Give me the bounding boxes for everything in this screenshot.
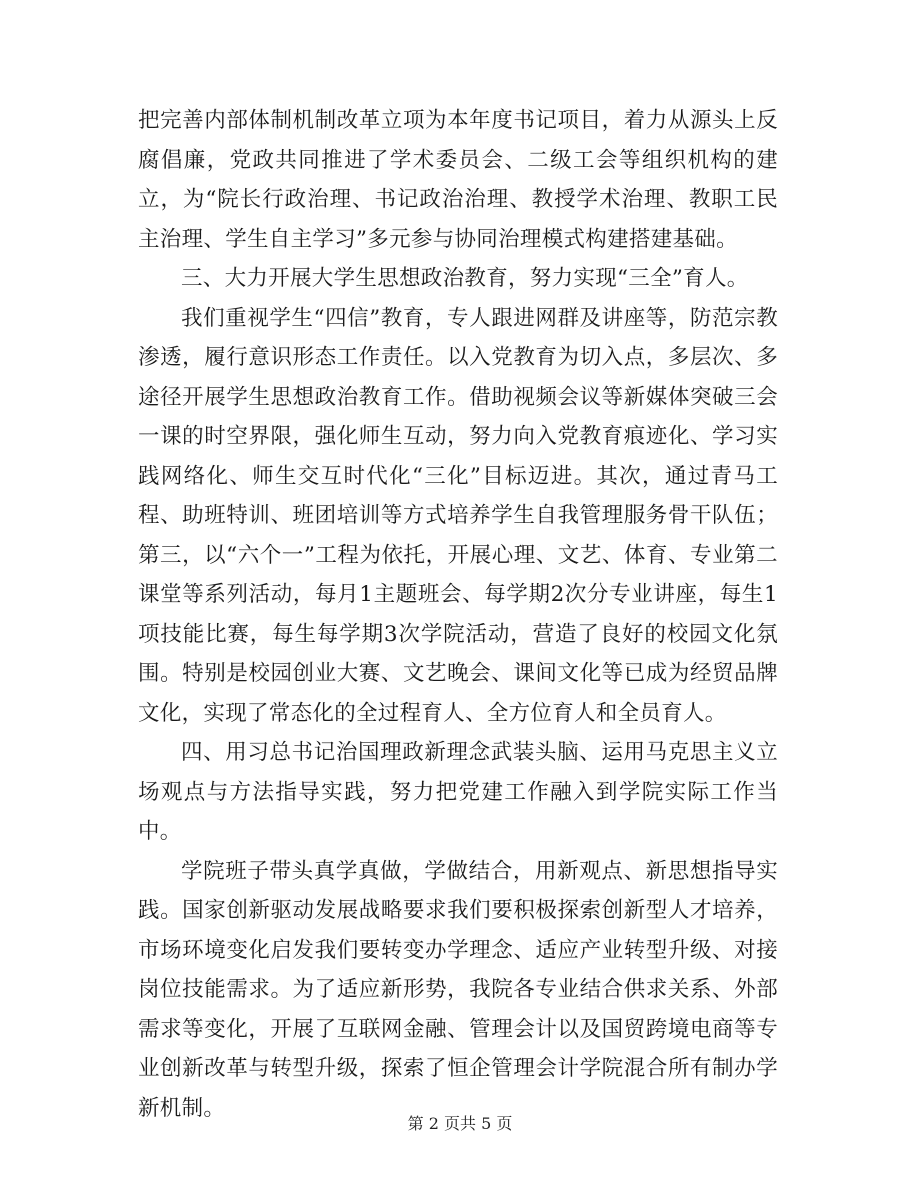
page-number-footer: 第 2 页共 5 页	[407, 1114, 513, 1133]
body-paragraph: 把完善内部体制机制改革立项为本年度书记项目，着力从源头上反腐倡廉，党政共同推进了学术委员会、二级工会等组织机构的建立，为“院长行政治理、书记政治治理、教授学术治理、教职工民主治理、学生自主学习”多元参与协同治理模式构建搭建基础。	[138, 108, 778, 252]
document-body	[138, 101, 778, 1128]
body-paragraph: 我们重视学生“四信”教育，专人跟进网群及讲座等，防范宗教渗透，履行意识形态工作责任。以入党教育为切入点，多层次、多途径开展学生思想政治教育工作。借助视频会议等新媒体突破三会一课的时空界限，强化师生互动，努力向入党教育痕迹化、学习实践网络化、师生交互时代化“三化”目标迈进。其次，通过青马工程、助班特训、班团培训等方式培养学生自我管理服务骨干队伍；第三，以“六个一”工程为依托，开展心理、文艺、体育、专业第二课堂等系列活动，每月1主题班会、每学期2次分专业讲座，每生1项技能比赛，每生每学期3次学院活动，营造了良好的校园文化氛围。特别是校园创业大赛、文艺晚会、课间文化等已成为经贸品牌文化，实现了常态化的全过程育人、全方位育人和全员育人。	[138, 305, 778, 726]
section-heading-four: 四、用习总书记治国理政新理念武装头脑、运用马克思主义立场观点与方法指导实践，努力把党建工作融入到学院实际工作当中。	[138, 740, 778, 844]
body-paragraph: 学院班子带头真学真做，学做结合，用新观点、新思想指导实践。国家创新驱动发展战略要求我们要积极探索创新型人才培养，市场环境变化启发我们要转变办学理念、适应产业转型升级、对接岗位技能需求。为了适应新形势，我院各专业结合供求关系、外部需求等变化，开展了互联网金融、管理会计以及国贸跨境电商等专业创新改革与转型升级，探索了恒企管理会计学院混合所有制办学新机制。	[138, 858, 778, 1121]
section-heading-three: 三、大力开展大学生思想政治教育，努力实现“三全”育人。	[181, 266, 749, 291]
